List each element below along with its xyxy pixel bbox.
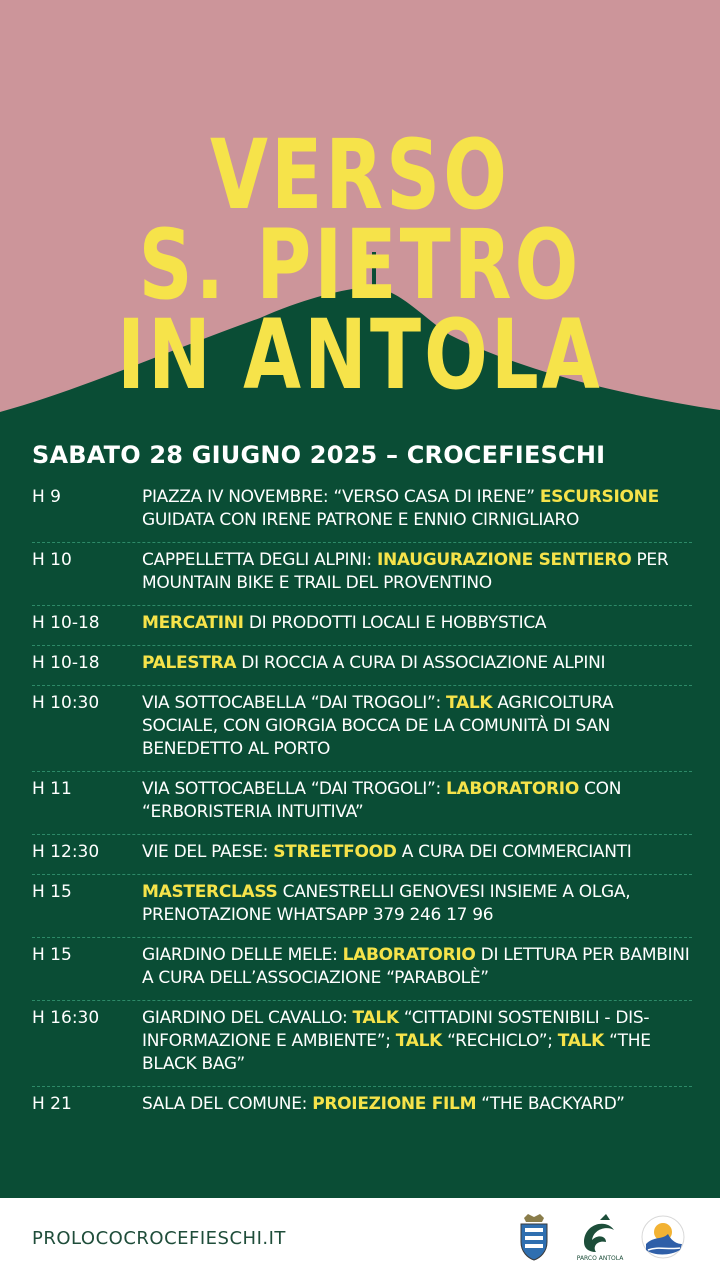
event-row [32,1001,692,1087]
footer [0,1198,720,1280]
event-time: H 10 [32,550,72,570]
event-row [32,543,692,606]
event-text: DI LETTURA PER BAMBINI A CURA DELL’ASSOCIAZIONE “PARABOLÈ” [142,945,690,988]
event-description [142,1007,692,1076]
event-text: GUIDATA CON IRENE PATRONE E ENNIO CIRNIGLIARO [142,510,580,530]
highlight-text: TALK [557,1031,605,1051]
event-text: GIARDINO DEL CAVALLO: [142,1008,353,1028]
event-text: VIA SOTTOCABELLA “DAI TROGOLI”: [142,779,447,799]
event-row [32,835,692,875]
event-description [142,486,692,532]
event-description [142,652,692,675]
event-text: A CURA DEI COMMERCIANTI [396,842,632,862]
highlight-text: LABORATORIO [342,945,476,965]
title-line-3: IN ANTOLA [117,299,603,411]
highlight-text: ESCURSIONE [539,487,659,507]
association-logo [640,1214,686,1260]
event-description [142,549,692,595]
park-logo-text: PARCO ANTOLA [576,1255,624,1262]
event-text: PIAZZA IV NOVEMBRE: “VERSO CASA DI IRENE” [142,487,540,507]
title-line-1: VERSO [210,119,510,231]
event-row [32,772,692,835]
event-time: H 16:30 [32,1008,100,1028]
event-text: SALA DEL COMUNE: [142,1094,313,1114]
event-row [32,938,692,1001]
event-text: AGRICOLTURA SOCIALE, CON GIORGIA BOCCA DE LA COMUNITÀ DI SAN BENEDETTO AL PORTO [142,693,614,759]
parco-antola-logo [576,1212,624,1262]
highlight-text: TALK [446,693,493,713]
event-description [142,841,692,864]
event-text: PER MOUNTAIN BIKE E TRAIL DEL PROVENTINO [142,550,669,593]
highlight-text: TALK [395,1031,442,1051]
event-description [142,692,692,761]
highlight-text: STREETFOOD [273,842,397,862]
event-time: H 10:30 [32,693,100,713]
event-description [142,612,692,635]
highlight-text: INAUGURAZIONE SENTIERO [376,550,632,570]
event-text: DI ROCCIA A CURA DI ASSOCIAZIONE ALPINI [236,653,606,673]
event-time: H 10-18 [32,613,100,633]
event-row [32,1087,692,1126]
event-text: CANESTRELLI GENOVESI INSIEME A OLGA, PRENOTAZIONE WHATSAPP 379 246 17 96 [142,882,631,925]
municipal-crest-icon [516,1212,552,1262]
event-row [32,480,692,543]
event-time: H 15 [32,882,72,902]
title-line-2: S. PIETRO [138,209,582,321]
event-text: CON “ERBORISTERIA INTUITIVA” [142,779,622,822]
highlight-text: MASTERCLASS [142,882,278,902]
event-time: H 10-18 [32,653,100,673]
event-text: DI PRODOTTI LOCALI E HOBBYSTICA [243,613,547,633]
event-row [32,875,692,938]
highlight-text: MERCATINI [142,613,244,633]
highlight-text: PROIEZIONE FILM [312,1094,477,1114]
event-text: “THE BACKYARD” [476,1094,625,1114]
event-row [32,606,692,646]
event-description [142,1093,692,1116]
event-time: H 21 [32,1094,72,1114]
event-time: H 15 [32,945,72,965]
event-date: SABATO 28 GIUGNO 2025 – CROCEFIESCHI [32,441,606,469]
website-link[interactable]: PROLOCOCROCEFIESCHI.IT [32,1228,286,1249]
event-row [32,686,692,772]
event-time: H 12:30 [32,842,100,862]
event-text: “THE BLACK BAG” [142,1031,651,1074]
highlight-text: LABORATORIO [446,779,579,799]
event-text: VIA SOTTOCABELLA “DAI TROGOLI”: [142,693,447,713]
event-time: H 11 [32,779,72,799]
event-text: “RECHICLO”; [442,1031,558,1051]
event-description [142,778,692,824]
event-text: “CITTADINI SOSTENIBILI - DIS-INFORMAZIONE E AMBIENTE”; [142,1008,650,1051]
event-row [32,646,692,686]
event-text: GIARDINO DELLE MELE: [142,945,343,965]
highlight-text: TALK [352,1008,399,1028]
highlight-text: PALESTRA [142,653,237,673]
event-description [142,944,692,990]
program-list [32,480,692,1126]
event-text: CAPPELLETTA DEGLI ALPINI: [142,550,377,570]
event-time: H 9 [32,487,62,507]
event-text: VIE DEL PAESE: [142,842,274,862]
event-description [142,881,692,927]
